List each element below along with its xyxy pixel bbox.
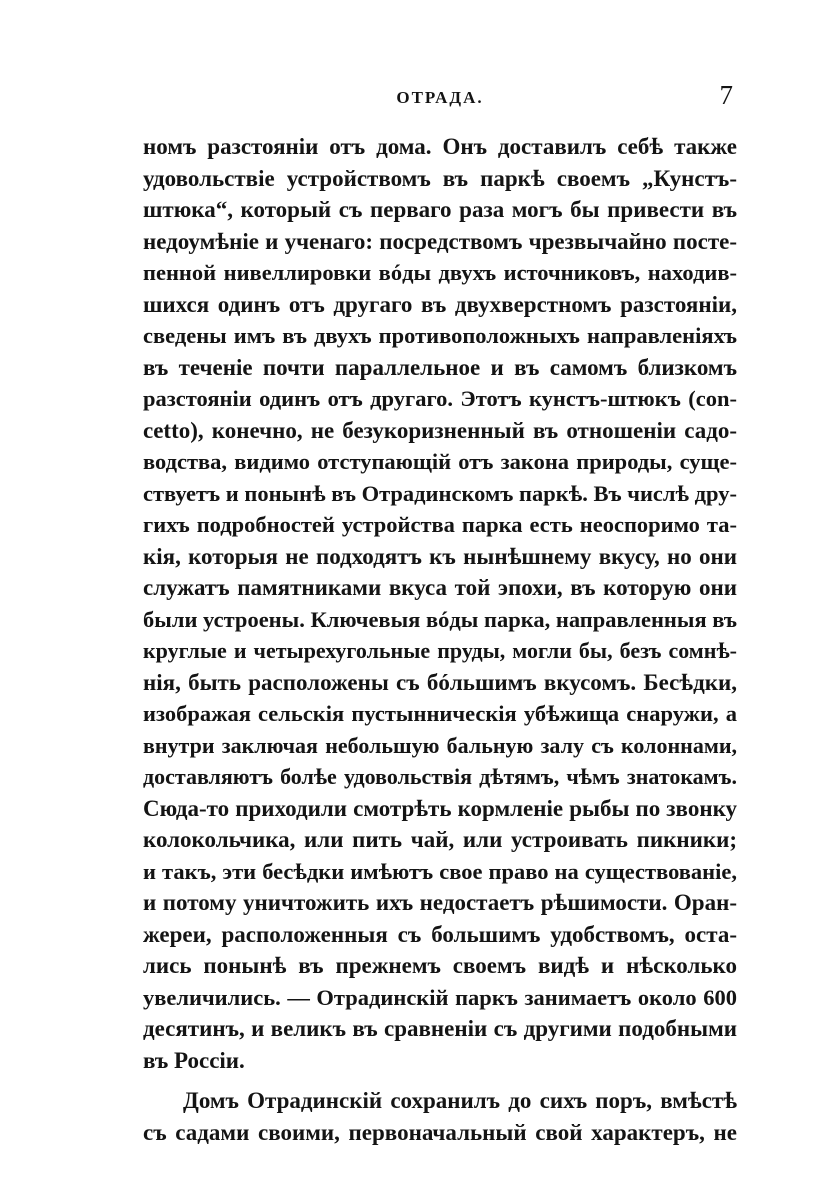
- body-text: [143, 131, 737, 1148]
- paragraph: [143, 1085, 737, 1148]
- text-line: круглые и четырехугольные пруды, могли бы, безъ сомнѣ-: [143, 638, 737, 663]
- text-line: штюка“, который съ перваго раза могъ бы привести въ: [143, 197, 737, 222]
- text-line: ствуетъ и понынѣ въ Отрадинскомъ паркѣ. Въ числѣ дру-: [143, 480, 737, 506]
- text-line: лись понынѣ въ прежнемъ своемъ видѣ и нѣсколько: [143, 953, 737, 978]
- text-line: гихъ подробностей устройства парка есть неоспоримо та-: [143, 512, 737, 537]
- text-line: въ теченiе почти параллельное и въ самомъ близкомъ: [143, 354, 737, 380]
- text-line: колокольчика, или пить чай, или устроивать пикники;: [143, 827, 737, 852]
- paragraph-gap: [143, 1076, 737, 1085]
- text-line: cetto), конечно, не безукоризненный въ отношенiи садо-: [143, 417, 737, 443]
- text-line: нiя, быть расположены съ бóльшимъ вкусомъ. Бесѣдки,: [143, 669, 737, 695]
- text-line: номъ разстоянiи отъ дома. Онъ доставилъ себѣ также: [143, 134, 737, 159]
- text-line: Сюда-то приходили смотрѣть кормленiе рыбы по звонку: [143, 795, 737, 821]
- text-line: водства, видимо отступающiй отъ закона природы, суще-: [143, 449, 737, 474]
- page-number: 7: [719, 80, 733, 110]
- text-line: разстоянiи одинъ отъ другаго. Этотъ кунстъ-штюкъ (con-: [143, 386, 737, 411]
- text-line: въ Россiи.: [143, 1047, 245, 1073]
- page-header: [143, 82, 737, 112]
- text-line: удовольствiе устройствомъ въ паркѣ своемъ „Кунстъ-: [143, 165, 737, 191]
- text-line: шихся одинъ отъ другаго въ двухверстномъ разстоянiи,: [143, 291, 737, 317]
- text-line: служатъ памятниками вкуса той эпохи, въ которую они: [143, 575, 737, 600]
- text-line: кiя, которыя не подходятъ къ нынѣшнему вкусу, но они: [143, 543, 737, 569]
- text-line: съ садами своими, первоначальный свой характеръ, не: [143, 1119, 737, 1145]
- text-line: и потому уничтожить ихъ недостаетъ рѣшимости. Оран-: [143, 890, 737, 915]
- text-line: жереи, расположенныя съ большимъ удобствомъ, оста-: [143, 921, 737, 947]
- text-line: сведены имъ въ двухъ противоположныхъ направленiяхъ: [143, 323, 737, 348]
- text-line: увеличились. — Отрадинскiй паркъ занимаетъ около 600: [143, 984, 737, 1010]
- text-line: изображая сельскiя пустынническiя убѣжища снаружи, а: [143, 701, 737, 726]
- running-title: ОТРАДА.: [396, 88, 484, 107]
- text-line: десятинъ, и великъ въ сравненiи съ другими подобными: [143, 1016, 737, 1041]
- text-line: недоумѣнiе и ученаго: посредствомъ чрезвычайно посте-: [143, 228, 737, 254]
- text-line: доставляютъ болѣе удовольствiя дѣтямъ, чѣмъ знатокамъ.: [143, 764, 737, 789]
- text-line: Домъ Отрадинскiй сохранилъ до сихъ поръ, вмѣстѣ: [183, 1088, 737, 1113]
- text-line: и такъ, эти бесѣдки имѣютъ свое право на существованiе,: [143, 858, 737, 884]
- paragraph: [143, 131, 737, 1076]
- text-line: пенной нивеллировки вóды двухъ источниковъ, находив-: [143, 260, 737, 285]
- text-line: внутри заключая небольшую бальную залу съ колоннами,: [143, 732, 737, 758]
- text-line: были устроены. Ключевыя вóды парка, направленныя въ: [143, 606, 737, 632]
